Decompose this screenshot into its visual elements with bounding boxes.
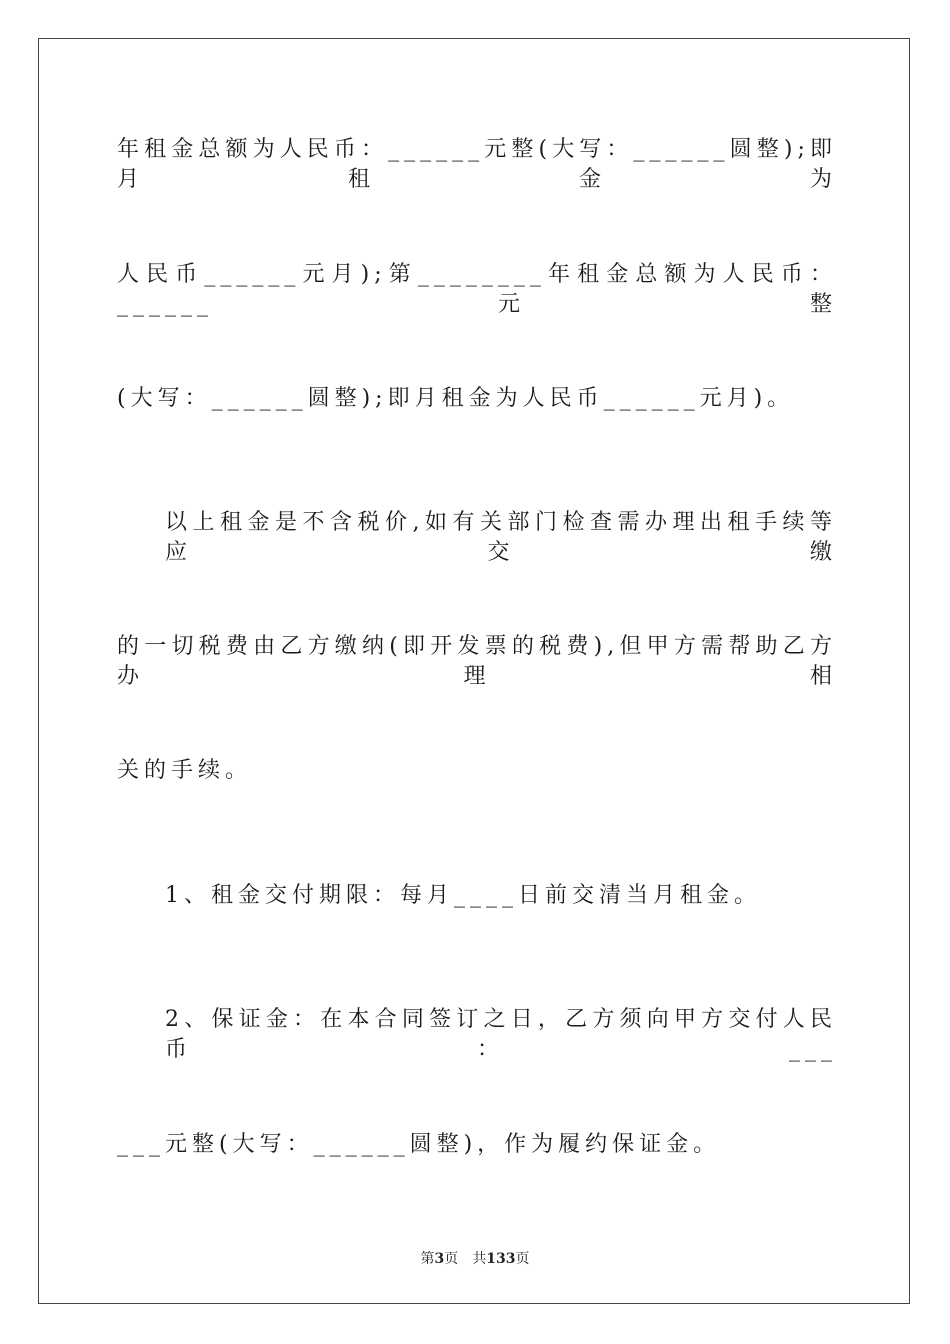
text-line-7: 1、租金交付期限：每月____日前交清当月租金。: [165, 883, 761, 908]
text-line-8: 2、保证金：在本合同签订之日，乙方须向甲方交付人民币：___: [165, 1007, 837, 1062]
text-line-2: 人民币______元月);第________年租金总额为人民币：______元整: [117, 262, 837, 317]
footer-page-suffix: 页: [444, 1251, 459, 1267]
text-line-3: (大写：______圆整);即月租金为人民币______元月)。: [117, 386, 795, 411]
footer-page-prefix: 第: [420, 1251, 435, 1267]
footer-total-prefix: 共: [472, 1251, 487, 1267]
text-line-1: 年租金总额为人民币：______元整(大写：______圆整);即月租金为: [117, 137, 837, 192]
page-footer: [0, 1248, 950, 1268]
text-line-9: ___元整(大写：______圆整)，作为履约保证金。: [117, 1132, 721, 1157]
footer-total-pages: 133: [486, 1251, 516, 1267]
text-line-6: 关的手续。: [117, 758, 253, 783]
footer-total-suffix: 页: [515, 1251, 530, 1267]
text-line-4: 以上租金是不含税价,如有关部门检查需办理出租手续等应交缴: [165, 510, 837, 565]
text-line-5: 的一切税费由乙方缴纳(即开发票的税费),但甲方需帮助乙方办理相: [117, 634, 837, 689]
footer-page-number: 3: [434, 1251, 445, 1267]
